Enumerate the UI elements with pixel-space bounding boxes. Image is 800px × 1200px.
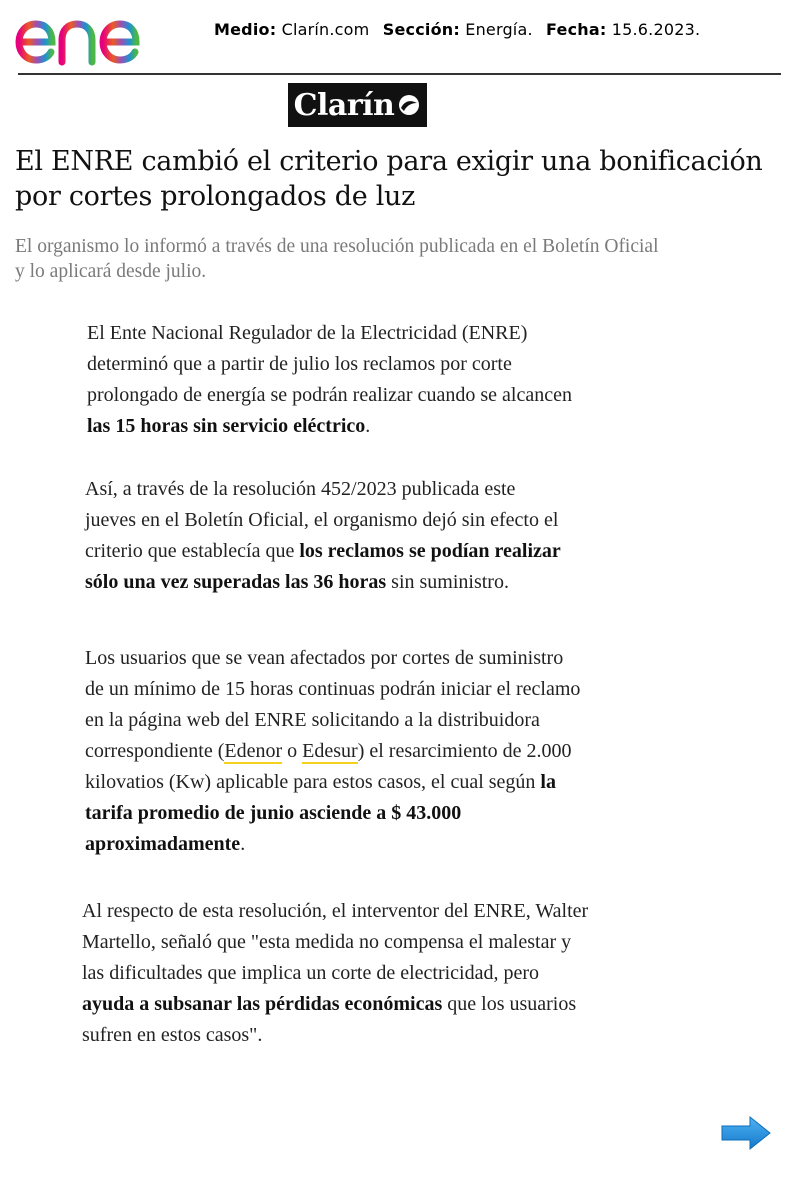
document-header (0, 0, 800, 80)
p4-highlight: ayuda a subsanar las pérdidas económicas (82, 993, 443, 1015)
article-headline (15, 144, 785, 214)
edenor-link[interactable]: Edenor (224, 740, 283, 762)
enel-logo (14, 4, 182, 66)
clarin-logo-text: Clarín (293, 87, 395, 123)
p4-line-2: Martello, señaló que "esta medida no compensa el malestar y (82, 931, 572, 953)
p3-line-3: en la página web del ENRE solicitando a la distribuidora (85, 709, 540, 731)
p1-highlight: las 15 horas sin servicio eléctrico (87, 415, 366, 437)
p2-line-2: jueves en el Boletín Oficial, el organismo dejó sin efecto el (85, 509, 559, 531)
p3-highlight-1: la (540, 771, 556, 793)
next-page-button[interactable] (720, 1115, 772, 1151)
p1-line-1: El Ente Nacional Regulador de la Electricidad (ENRE) (87, 322, 528, 344)
edesur-link[interactable]: Edesur (302, 740, 358, 762)
p2-highlight-1: los reclamos se podían realizar (299, 540, 561, 562)
fecha-value: 15.6.2023. (611, 20, 701, 39)
paragraph-2 (85, 474, 685, 598)
header-divider (18, 73, 781, 75)
p3-line-7-end: . (240, 833, 246, 855)
p3-line-5-start: kilovatios (Kw) aplicable para estos casos, el cual según (85, 771, 541, 793)
p4-line-5: sufren en estos casos". (82, 1024, 263, 1046)
clarin-logo (288, 83, 427, 127)
subhead-line-2: y lo aplicará desde julio. (15, 261, 207, 282)
p3-line-4-start: correspondiente ( (85, 740, 225, 762)
p3-highlight-3: aproximadamente (85, 833, 241, 855)
p4-line-1: Al respecto de esta resolución, el interventor del ENRE, Walter (82, 900, 589, 922)
paragraph-1 (87, 318, 727, 442)
medio-label: Medio: (214, 20, 277, 39)
p3-line-2: de un mínimo de 15 horas continuas podrán iniciar el reclamo (85, 678, 581, 700)
clarin-emblem-icon (397, 94, 421, 116)
p1-line-2: determinó que a partir de julio los reclamos por corte (87, 353, 512, 375)
p2-line-4-end: sin suministro. (386, 571, 509, 593)
article-subheadline (15, 234, 795, 284)
p2-highlight-2: sólo una vez superadas las 36 horas (85, 571, 387, 593)
p4-line-3: las dificultades que implica un corte de electricidad, pero (82, 962, 540, 984)
p2-line-1: Así, a través de la resolución 452/2023 publicada este (85, 478, 516, 500)
fecha-label: Fecha: (546, 20, 607, 39)
p4-line-4-end: que los usuarios (442, 993, 577, 1015)
arrow-right-icon (720, 1115, 772, 1151)
p1-line-4-end: . (365, 415, 371, 437)
p3-highlight-2: tarifa promedio de junio asciende a $ 43.000 (85, 802, 462, 824)
document-metadata (214, 20, 700, 39)
p3-line-1: Los usuarios que se vean afectados por cortes de suministro (85, 647, 564, 669)
headline-line-2: por cortes prolongados de luz (15, 181, 416, 212)
seccion-value: Energía. (465, 20, 533, 39)
p1-line-3: prolongado de energía se podrán realizar cuando se alcancen (87, 384, 572, 406)
p3-line-4-mid: o (282, 740, 303, 762)
p2-line-3-start: criterio que establecía que (85, 540, 300, 562)
p3-line-4-end: ) el resarcimiento de 2.000 (357, 740, 572, 762)
paragraph-3 (85, 643, 725, 860)
seccion-label: Sección: (382, 20, 460, 39)
paragraph-4 (82, 896, 722, 1051)
medio-value: Clarín.com (281, 20, 370, 39)
headline-line-1: El ENRE cambió el criterio para exigir una bonificación (15, 146, 763, 177)
subhead-line-1: El organismo lo informó a través de una resolución publicada en el Boletín Oficial (15, 236, 659, 257)
